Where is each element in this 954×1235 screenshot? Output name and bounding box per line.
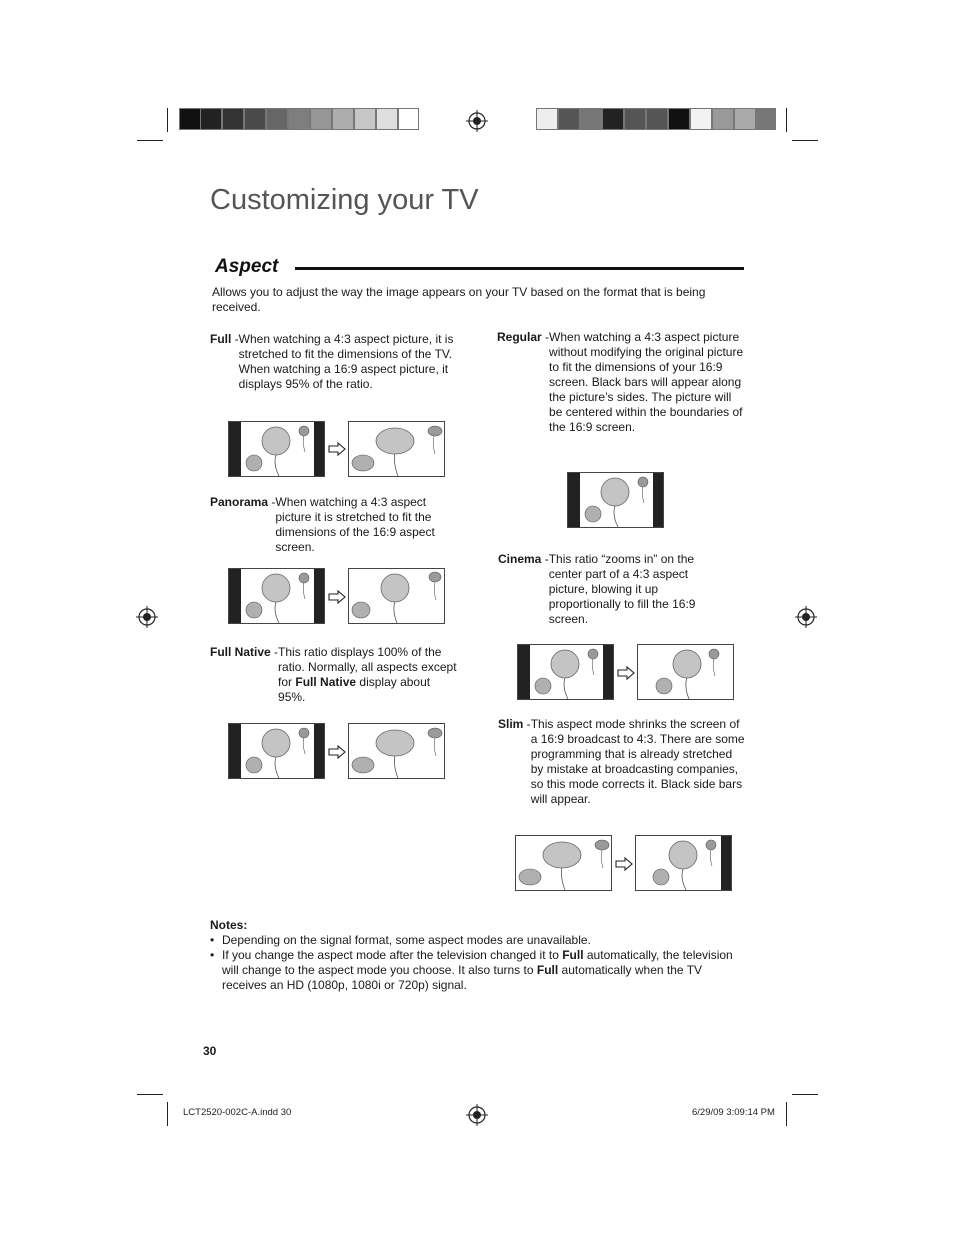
mode-full-native-description: Full Native - This ratio displays 100% of the ratio. Normally, all aspects except for Full Native display about 95%. <box>210 645 460 705</box>
section-title: Aspect <box>215 256 279 277</box>
mode-text: This ratio “zooms in” on the center part of a 4:3 aspect picture, blowing it up proportionally to fill the 16:9 screen. <box>548 552 696 626</box>
arrow-right-icon <box>617 666 635 680</box>
screen-169-stretched <box>515 835 612 891</box>
arrow-right-icon <box>328 442 346 456</box>
arrow-right-icon <box>615 857 633 871</box>
section-rule <box>295 267 744 270</box>
mode-label: Cinema <box>498 552 542 566</box>
mode-label: Regular <box>497 330 542 344</box>
arrow-right-icon <box>328 745 346 759</box>
mode-panorama-description: Panorama - When watching a 4:3 aspect picture it is stretched to fit the dimensions of the 16:9 aspect screen. <box>210 495 460 555</box>
screen-169-cinema <box>637 644 734 700</box>
mode-regular-description: Regular - When watching a 4:3 aspect picture without modifying the original picture to fit the dimensions of your 16:9 screen. Black bars will appear along the picture’s sides. The picture will be centered within the boundaries of the 16:9 screen. <box>497 330 747 435</box>
screen-169-panorama <box>348 568 445 624</box>
page-number: 30 <box>203 1044 217 1058</box>
arrow-right-icon <box>328 590 346 604</box>
registration-mark-icon <box>466 110 488 132</box>
registration-mark-icon <box>795 606 817 628</box>
notes-heading: Notes: <box>210 918 248 932</box>
mode-label: Full Native <box>210 645 271 659</box>
mode-label: Panorama <box>210 495 269 509</box>
note-item: • If you change the aspect mode after the television changed it to Full automatically, the television will change to the aspect mode you choose. It also turns to Full automatically when the TV receives an HD (1080p, 1080i or 720p) signal. <box>210 948 750 993</box>
page-title: Customizing your TV <box>210 184 479 216</box>
notes-section <box>210 918 750 993</box>
slug-date: 6/29/09 3:09:14 PM <box>692 1107 775 1118</box>
note-item: • Depending on the signal format, some aspect modes are unavailable. <box>210 933 750 948</box>
screen-169-stretched <box>348 421 445 477</box>
screen-43-with-bars <box>567 472 664 528</box>
mode-text: This ratio displays 100% of the ratio. Normally, all aspects except for Full Native display about 95%. <box>278 645 457 704</box>
registration-mark-icon <box>466 1104 488 1126</box>
mode-text: When watching a 4:3 aspect picture without modifying the original picture to fit the dimensions of your 16:9 screen. Black bars will appear along the picture’s sides. The picture will be centered within the boundaries of the 16:9 screen. <box>549 330 744 434</box>
mode-label: Full <box>210 332 232 346</box>
screen-43-with-bars <box>228 421 325 477</box>
slug-file: LCT2520-002C-A.indd 30 <box>183 1107 292 1118</box>
mode-text: This aspect mode shrinks the screen of a 16:9 broadcast to 4:3. There are some programming that is already stretched by mistake at broadcasting companies, so this mode corrects it. Black side bars will appear. <box>530 717 745 806</box>
screen-43-with-bars <box>228 723 325 779</box>
mode-text: When watching a 4:3 aspect picture it is stretched to fit the dimensions of the 16:9 aspect screen. <box>275 495 435 554</box>
section-intro: Allows you to adjust the way the image appears on your TV based on the format that is being received. <box>212 285 706 314</box>
registration-mark-icon <box>136 606 158 628</box>
mode-label: Slim <box>498 717 524 731</box>
screen-43-with-bars <box>228 568 325 624</box>
screen-43-with-bars <box>517 644 614 700</box>
screen-43-with-bars <box>635 835 732 891</box>
screen-169-stretched <box>348 723 445 779</box>
mode-full-description: Full - When watching a 4:3 aspect picture, it is stretched to fit the dimensions of the TV. When watching a 16:9 aspect picture, it displays 95% of the ratio. <box>210 332 460 392</box>
mode-cinema-description: Cinema - This ratio “zooms in” on the center part of a 4:3 aspect picture, blowing it up proportionally to fill the 16:9 screen. <box>498 552 718 627</box>
notes-list <box>210 933 750 993</box>
mode-slim-description: Slim - This aspect mode shrinks the screen of a 16:9 broadcast to 4:3. There are some programming that is already stretched by mistake at broadcasting companies, so this mode corrects it. Black side bars will appear. <box>498 717 748 807</box>
mode-text: When watching a 4:3 aspect picture, it is stretched to fit the dimensions of the TV. When watching a 16:9 aspect picture, it displays 95% of the ratio. <box>238 332 454 391</box>
